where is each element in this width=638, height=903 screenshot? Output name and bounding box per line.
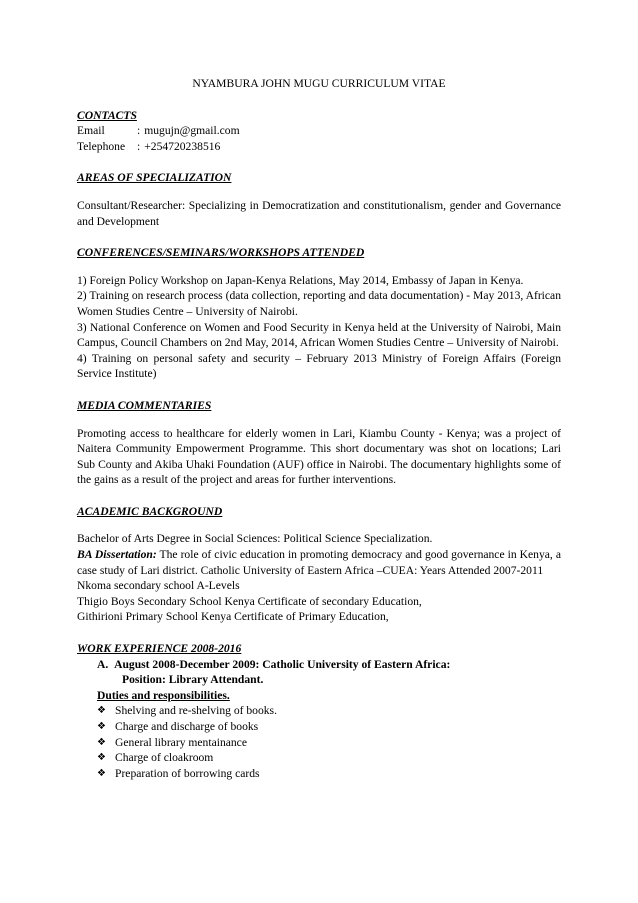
conference-item: 1) Foreign Policy Workshop on Japan-Kenya Relations, May 2014, Embassy of Japan in Kenya. <box>77 273 524 287</box>
email-label: Email <box>77 124 105 138</box>
duties-list <box>77 703 561 781</box>
list-item <box>97 766 561 782</box>
media-text: Promoting access to healthcare for elderly women in Lari, Kiambu County - Kenya; was a project of Naitera Community Empowerment Programme. This short documentary was shot on locations; Lari Sub County and Akiba Uhaki Foundation (AUF) office in Nairobi. The documentary highlights some of the gains as a result of the project and areas for further interventions. <box>77 426 561 487</box>
school-item: Thigio Boys Secondary School Kenya Certificate of secondary Education, <box>77 594 422 608</box>
dissertation-paragraph <box>77 547 561 578</box>
conference-item: 3) National Conference on Women and Food Security in Kenya held at the University of Nairobi, Main Campus, Council Chambers on 2nd May, 2014, African Women Studies Centre – University of Nairobi. <box>77 320 561 350</box>
duty-text: Preparation of borrowing cards <box>115 766 260 780</box>
email-value: mugujn@gmail.com <box>144 124 240 138</box>
duties-heading: Duties and responsibilities. <box>97 688 230 702</box>
diamond-bullet-icon: ❖ <box>97 736 106 748</box>
work-heading: WORK EXPERIENCE 2008-2016 <box>77 642 242 656</box>
list-item <box>97 735 561 751</box>
school-item: Nkoma secondary school A-Levels <box>77 579 240 593</box>
duty-text: Charge of cloakroom <box>115 751 214 765</box>
conferences-heading: CONFERENCES/SEMINARS/WORKSHOPS ATTENDED <box>77 246 365 260</box>
cv-document <box>77 76 561 781</box>
job-position: Position: Library Attendant. <box>122 673 264 687</box>
email-row <box>77 123 561 139</box>
job-entry <box>97 657 561 673</box>
diamond-bullet-icon: ❖ <box>97 752 106 764</box>
list-item <box>97 719 561 735</box>
academic-heading: ACADEMIC BACKGROUND <box>77 504 223 518</box>
phone-value: +254720238516 <box>144 139 221 153</box>
conference-item: 4) Training on personal safety and security – February 2013 Ministry of Foreign Affairs (Foreign Service Institute) <box>77 351 561 381</box>
phone-row <box>77 139 561 155</box>
job-marker: A. <box>97 657 109 671</box>
specialization-text: Consultant/Researcher: Specializing in Democratization and constitutionalism, gender and Governance and Development <box>77 198 561 228</box>
media-heading: MEDIA COMMENTARIES <box>77 398 212 412</box>
dissertation-text: The role of civic education in promoting democracy and good governance in Kenya, a case study of Lari district. Catholic University of Eastern Africa –CUEA: Years Attended 2007-2011 <box>77 548 561 577</box>
phone-label: Telephone <box>77 139 126 153</box>
degree-text: Bachelor of Arts Degree in Social Sciences: Political Science Specialization. <box>77 532 433 546</box>
job-title: August 2008-December 2009: Catholic University of Eastern Africa: <box>114 657 451 671</box>
duty-text: Charge and discharge of books <box>115 720 259 733</box>
diamond-bullet-icon: ❖ <box>97 721 106 732</box>
conference-item: 2) Training on research process (data collection, reporting and data documentation) - May 2013, African Women Studies Centre – University of Nairobi. <box>77 289 561 318</box>
contacts-heading: CONTACTS <box>77 108 137 122</box>
email-separator: : <box>137 124 141 138</box>
duty-text: Shelving and re-shelving of books. <box>115 704 277 718</box>
dissertation-label: BA Dissertation: <box>77 548 157 562</box>
diamond-bullet-icon: ❖ <box>97 767 106 779</box>
list-item <box>97 750 561 766</box>
duty-text: General library mentainance <box>115 735 247 749</box>
diamond-bullet-icon: ❖ <box>97 705 106 717</box>
specialization-heading: AREAS OF SPECIALIZATION <box>77 171 232 185</box>
list-item <box>97 703 561 719</box>
school-item: Githirioni Primary School Kenya Certificate of Primary Education, <box>77 610 389 624</box>
phone-separator: : <box>137 139 141 153</box>
document-title: NYAMBURA JOHN MUGU CURRICULUM VITAE <box>192 77 446 90</box>
